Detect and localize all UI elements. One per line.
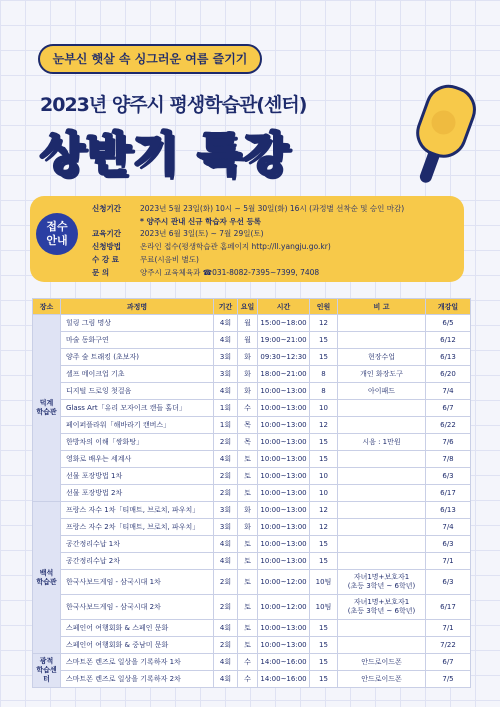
capacity-cell: 15 (310, 451, 338, 468)
time-cell: 10:00~13:00 (258, 637, 310, 654)
start-date-cell: 6/3 (426, 468, 471, 485)
page-subtitle: 2023년 양주시 평생학습관(센터) (40, 94, 307, 116)
course-name-cell: 스마트폰 렌즈로 일상을 기록하자 1차 (61, 654, 214, 671)
sessions-cell: 1회 (214, 400, 238, 417)
info-value: 온라인 접수(평생학습관 홈페이지 http://ll.yangju.go.kr) (140, 242, 331, 252)
table-row (33, 671, 471, 688)
note-cell (338, 417, 426, 434)
time-cell: 10:00~13:00 (258, 434, 310, 451)
table-row (33, 654, 471, 671)
time-cell: 18:00~21:00 (258, 366, 310, 383)
column-header: 개강일 (426, 299, 471, 315)
sessions-cell: 2회 (214, 570, 238, 595)
start-date-cell: 7/5 (426, 671, 471, 688)
info-key: 신청방법 (92, 242, 121, 252)
capacity-cell: 15 (310, 620, 338, 637)
start-date-cell: 6/13 (426, 502, 471, 519)
sessions-cell: 4회 (214, 671, 238, 688)
sessions-cell: 3회 (214, 366, 238, 383)
course-name-cell: 선물 포장방법 2차 (61, 485, 214, 502)
table-row (33, 595, 471, 620)
registration-info (92, 203, 404, 279)
start-date-cell: 7/4 (426, 519, 471, 536)
course-name-cell: 힐링 그림 명상 (61, 315, 214, 332)
column-header: 시간 (258, 299, 310, 315)
time-cell: 10:00~13:00 (258, 485, 310, 502)
weekday-cell: 토 (238, 595, 258, 620)
sessions-cell: 2회 (214, 637, 238, 654)
info-value: 2023년 5월 23일(화) 10시 ~ 5월 30일(화) 16시 (과정별 선착순 및 승인 마감) (140, 204, 405, 213)
weekday-cell: 토 (238, 485, 258, 502)
table-row (33, 468, 471, 485)
capacity-cell: 10 (310, 400, 338, 417)
capacity-cell: 15 (310, 654, 338, 671)
time-cell: 10:00~13:00 (258, 468, 310, 485)
weekday-cell: 토 (238, 570, 258, 595)
note-cell (338, 451, 426, 468)
weekday-cell: 화 (238, 519, 258, 536)
table-row (33, 570, 471, 595)
capacity-cell: 8 (310, 366, 338, 383)
capacity-cell: 8 (310, 383, 338, 400)
column-header: 인원 (310, 299, 338, 315)
note-cell (338, 536, 426, 553)
note-cell: 현장수업 (338, 349, 426, 366)
start-date-cell: 6/3 (426, 570, 471, 595)
column-header: 비 고 (338, 299, 426, 315)
weekday-cell: 월 (238, 315, 258, 332)
note-cell (338, 315, 426, 332)
badge-line-2: 안내 (46, 234, 68, 247)
note-cell (338, 519, 426, 536)
weekday-cell: 화 (238, 383, 258, 400)
note-cell (338, 332, 426, 349)
note-cell (338, 485, 426, 502)
weekday-cell: 목 (238, 417, 258, 434)
sessions-cell: 3회 (214, 519, 238, 536)
event-tagline: 눈부신 햇살 속 싱그러운 여름 즐기기 (38, 44, 262, 74)
note-cell: 안드로이드폰 (338, 654, 426, 671)
note-cell: 안드로이드폰 (338, 671, 426, 688)
place-cell: 광적 학습센터 (33, 654, 61, 688)
time-cell: 10:00~13:00 (258, 553, 310, 570)
weekday-cell: 월 (238, 332, 258, 349)
capacity-cell: 15 (310, 434, 338, 451)
start-date-cell: 6/17 (426, 595, 471, 620)
column-header: 과정명 (61, 299, 214, 315)
popsicle-icon (395, 80, 485, 190)
sessions-cell: 4회 (214, 536, 238, 553)
time-cell: 10:00~13:00 (258, 417, 310, 434)
time-cell: 10:00~13:00 (258, 536, 310, 553)
column-header: 요일 (238, 299, 258, 315)
info-row (92, 203, 404, 216)
weekday-cell: 목 (238, 434, 258, 451)
course-name-cell: 스페인어 여행회화 & 중남미 문화 (61, 637, 214, 654)
capacity-cell: 10팀 (310, 570, 338, 595)
weekday-cell: 화 (238, 366, 258, 383)
start-date-cell: 6/3 (426, 536, 471, 553)
course-name-cell: 디지털 드로잉 첫걸음 (61, 383, 214, 400)
weekday-cell: 수 (238, 671, 258, 688)
capacity-cell: 12 (310, 417, 338, 434)
sessions-cell: 2회 (214, 434, 238, 451)
note-cell (338, 400, 426, 417)
table-row (33, 383, 471, 400)
info-key: 문 의 (92, 267, 110, 277)
info-key: 수 강 료 (92, 254, 119, 264)
course-name-cell: 영화로 배우는 세계사 (61, 451, 214, 468)
info-row (92, 216, 404, 229)
capacity-cell: 15 (310, 671, 338, 688)
capacity-cell: 10 (310, 485, 338, 502)
start-date-cell: 6/7 (426, 400, 471, 417)
info-row (92, 267, 404, 280)
time-cell: 15:00~18:00 (258, 315, 310, 332)
course-name-cell: 마술 동화구연 (61, 332, 214, 349)
column-header: 장소 (33, 299, 61, 315)
start-date-cell: 6/5 (426, 315, 471, 332)
start-date-cell: 6/12 (426, 332, 471, 349)
capacity-cell: 15 (310, 349, 338, 366)
capacity-cell: 10 (310, 468, 338, 485)
course-name-cell: 한국사보드게임 - 삼국시대 2차 (61, 595, 214, 620)
table-row (33, 620, 471, 637)
table-row (33, 637, 471, 654)
time-cell: 10:00~13:00 (258, 400, 310, 417)
note-cell (338, 468, 426, 485)
course-name-cell: 한국사보드게임 - 삼국시대 1차 (61, 570, 214, 595)
start-date-cell: 7/8 (426, 451, 471, 468)
weekday-cell: 토 (238, 637, 258, 654)
badge-line-1: 접수 (46, 220, 68, 233)
table-row (33, 536, 471, 553)
note-cell: 개인 화장도구 (338, 366, 426, 383)
table-row (33, 332, 471, 349)
place-cell: 덕계 학습관 (33, 315, 61, 502)
start-date-cell: 6/17 (426, 485, 471, 502)
start-date-cell: 6/7 (426, 654, 471, 671)
course-name-cell: 한방차의 이해「쌍화탕」 (61, 434, 214, 451)
capacity-cell: 10팀 (310, 595, 338, 620)
column-header: 기간 (214, 299, 238, 315)
sessions-cell: 4회 (214, 553, 238, 570)
info-row (92, 228, 404, 241)
info-value: 양주시 교육체육과 ☎031-8082-7395~7399, 7408 (140, 267, 320, 277)
capacity-cell: 12 (310, 315, 338, 332)
info-value: 2023년 6월 3일(토) ~ 7월 29일(토) (140, 229, 264, 239)
capacity-cell: 15 (310, 637, 338, 654)
table-row (33, 451, 471, 468)
note-cell: 시음 : 1만원 (338, 434, 426, 451)
course-name-cell: 페이퍼플라워「해바라기 캔버스」 (61, 417, 214, 434)
start-date-cell: 6/13 (426, 349, 471, 366)
note-cell (338, 502, 426, 519)
place-cell: 백석 학습관 (33, 502, 61, 654)
weekday-cell: 토 (238, 620, 258, 637)
course-name-cell: Glass Art「유리 모자이크 캔들 홀더」 (61, 400, 214, 417)
sessions-cell: 4회 (214, 654, 238, 671)
info-row (92, 241, 404, 254)
note-cell: 아이패드 (338, 383, 426, 400)
table-row (33, 366, 471, 383)
note-cell (338, 637, 426, 654)
start-date-cell: 7/4 (426, 383, 471, 400)
sessions-cell: 2회 (214, 468, 238, 485)
course-name-cell: 스페인어 여행회화 & 스페인 문화 (61, 620, 214, 637)
start-date-cell: 6/22 (426, 417, 471, 434)
time-cell: 19:00~21:00 (258, 332, 310, 349)
sessions-cell: 3회 (214, 349, 238, 366)
weekday-cell: 토 (238, 536, 258, 553)
weekday-cell: 화 (238, 349, 258, 366)
capacity-cell: 12 (310, 519, 338, 536)
table-row (33, 485, 471, 502)
course-name-cell: 스마트폰 렌즈로 일상을 기록하자 2차 (61, 671, 214, 688)
sessions-cell: 2회 (214, 485, 238, 502)
table-row (33, 315, 471, 332)
course-name-cell: 프랑스 자수 2차「티매트, 브로치, 파우치」 (61, 519, 214, 536)
info-note: * 양주시 관내 신규 학습자 우선 등록 (140, 216, 262, 226)
time-cell: 10:00~13:00 (258, 502, 310, 519)
table-row (33, 519, 471, 536)
time-cell: 10:00~13:00 (258, 383, 310, 400)
sessions-cell: 3회 (214, 502, 238, 519)
sessions-cell: 1회 (214, 417, 238, 434)
weekday-cell: 토 (238, 451, 258, 468)
start-date-cell: 7/1 (426, 620, 471, 637)
table-row (33, 553, 471, 570)
start-date-cell: 7/1 (426, 553, 471, 570)
sessions-cell: 4회 (214, 451, 238, 468)
note-cell: 자녀1명+보호자1 (초등 3학년 ~ 6학년) (338, 595, 426, 620)
table-row (33, 502, 471, 519)
sessions-cell: 4회 (214, 620, 238, 637)
table-row (33, 417, 471, 434)
course-name-cell: 프랑스 자수 1차「티매트, 브로치, 파우치」 (61, 502, 214, 519)
weekday-cell: 수 (238, 654, 258, 671)
sessions-cell: 4회 (214, 332, 238, 349)
time-cell: 10:00~13:00 (258, 451, 310, 468)
start-date-cell: 6/20 (426, 366, 471, 383)
start-date-cell: 7/6 (426, 434, 471, 451)
course-name-cell: 셀프 메이크업 기초 (61, 366, 214, 383)
time-cell: 14:00~16:00 (258, 671, 310, 688)
weekday-cell: 화 (238, 502, 258, 519)
time-cell: 10:00~12:00 (258, 570, 310, 595)
info-key: 신청기간 (92, 204, 121, 213)
capacity-cell: 15 (310, 332, 338, 349)
start-date-cell: 7/22 (426, 637, 471, 654)
sessions-cell: 4회 (214, 383, 238, 400)
table-row (33, 434, 471, 451)
note-cell (338, 620, 426, 637)
capacity-cell: 15 (310, 553, 338, 570)
table-row (33, 349, 471, 366)
course-table (32, 298, 471, 688)
table-header-row (33, 299, 471, 315)
capacity-cell: 12 (310, 502, 338, 519)
note-cell: 자녀1명+보호자1 (초등 3학년 ~ 6학년) (338, 570, 426, 595)
course-name-cell: 양주 숲 트래킹 (초보자) (61, 349, 214, 366)
time-cell: 10:00~12:00 (258, 595, 310, 620)
time-cell: 09:30~12:30 (258, 349, 310, 366)
time-cell: 14:00~16:00 (258, 654, 310, 671)
sessions-cell: 2회 (214, 595, 238, 620)
weekday-cell: 토 (238, 553, 258, 570)
registration-badge (36, 213, 78, 255)
info-value: 무료(시음비 별도) (140, 254, 199, 264)
table-row (33, 400, 471, 417)
weekday-cell: 토 (238, 468, 258, 485)
time-cell: 10:00~13:00 (258, 620, 310, 637)
course-name-cell: 공간정리수납 2차 (61, 553, 214, 570)
course-name-cell: 선물 포장방법 1차 (61, 468, 214, 485)
capacity-cell: 15 (310, 536, 338, 553)
note-cell (338, 553, 426, 570)
course-name-cell: 공간정리수납 1차 (61, 536, 214, 553)
sessions-cell: 4회 (214, 315, 238, 332)
info-key: 교육기간 (92, 229, 121, 239)
page-title: 상반기 특강 (40, 127, 291, 181)
time-cell: 10:00~13:00 (258, 519, 310, 536)
weekday-cell: 수 (238, 400, 258, 417)
info-row (92, 254, 404, 267)
